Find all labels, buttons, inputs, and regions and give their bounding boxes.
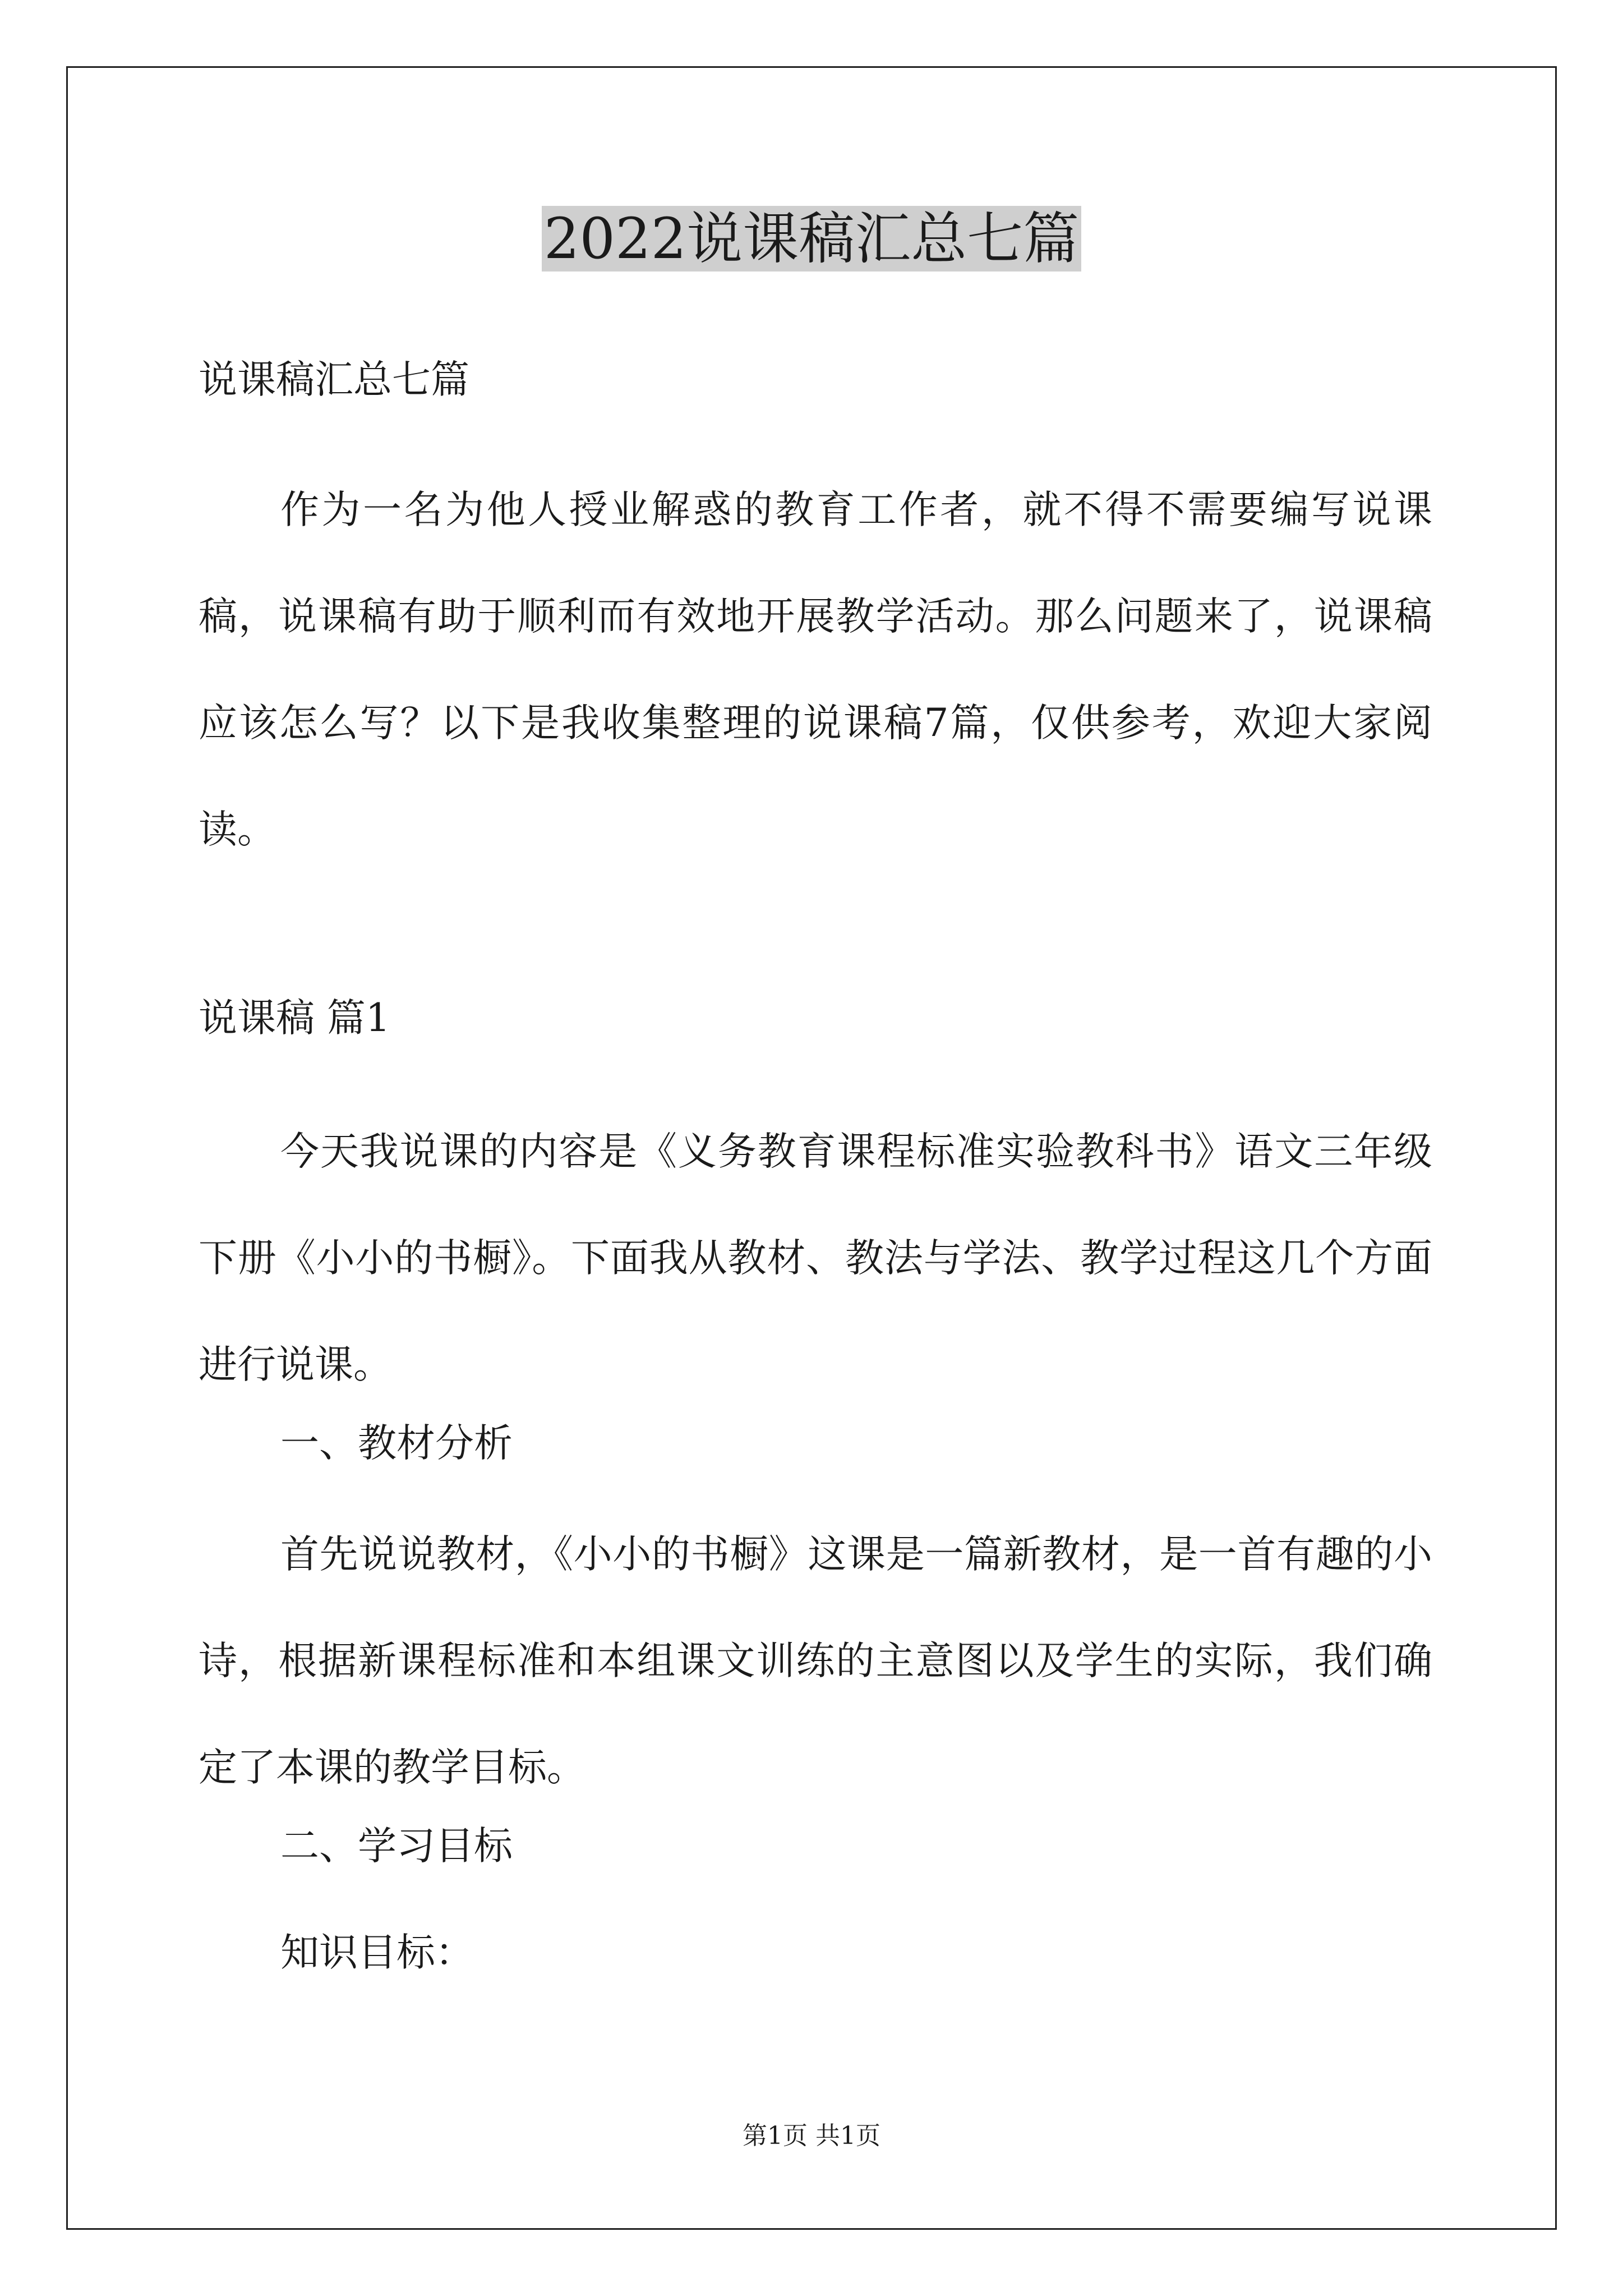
document-title	[0, 200, 1623, 278]
materials-paragraph	[199, 1501, 1432, 1821]
heading-goals: 二、学习目标	[280, 1824, 513, 1869]
document-title-text: 2022说课稿汇总七篇	[542, 206, 1082, 272]
page-footer: 第1页 共1页	[743, 2122, 880, 2150]
intro-text: 作为一名为他人授业解惑的教育工作者，就不得不需要编写说课稿，说课稿有助于顺利而有效地开展教学活动。那么问题来了，说课稿应该怎么写？以下是我收集整理的说课稿7篇，仅供参考，欢迎大家阅读。	[199, 487, 1432, 852]
subtitle: 说课稿汇总七篇	[199, 357, 469, 402]
intro-paragraph	[199, 457, 1432, 883]
heading-materials: 一、教材分析	[280, 1421, 513, 1466]
section-1-paragraph	[199, 1098, 1432, 1418]
knowledge-goal-label: 知识目标：	[280, 1930, 474, 1975]
section-1-text: 今天我说课的内容是《义务教育课程标准实验教科书》语文三年级下册《小小的书橱》。下面我从教材、教法与学法、教学过程这几个方面进行说课。	[199, 1129, 1432, 1387]
section-1-title: 说课稿 篇1	[199, 996, 390, 1041]
materials-text: 首先说说教材，《小小的书橱》这课是一篇新教材，是一首有趣的小诗，根据新课程标准和本组课文训练的主意图以及学生的实际，我们确定了本课的教学目标。	[199, 1532, 1432, 1790]
